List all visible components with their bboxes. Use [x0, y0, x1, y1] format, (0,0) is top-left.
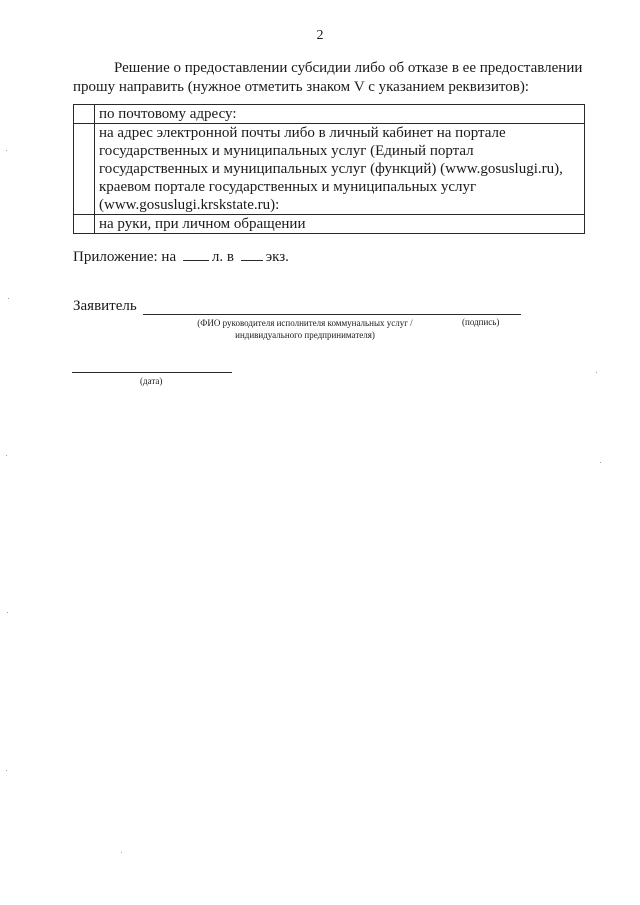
option-checkbox-postal[interactable]: [74, 105, 95, 124]
scan-speck: [6, 150, 7, 151]
applicant-name-caption: [160, 317, 450, 341]
scan-speck: [121, 852, 122, 853]
intro-line-1: Решение о предоставлении субсидии либо об отказе в ее предоставлении: [114, 60, 583, 76]
applicant-caption-line-1: (ФИО руководителя исполнителя коммунальных услуг /: [197, 318, 413, 328]
date-caption: (дата): [140, 376, 163, 386]
option-checkbox-electronic[interactable]: [74, 124, 95, 215]
option-label-electronic: на адрес электронной почты либо в личный кабинет на портале государственных и муниципальных услуг (Единый портал государственных и муниципальных услуг (функций) (www.gosuslugi.ru), краевом портале государственных и муниципальных услуг (www.gosuslugi.krskstate.ru):: [95, 124, 585, 215]
option-label-postal: по почтовому адресу:: [95, 105, 585, 124]
delivery-options-table: [73, 104, 585, 234]
scan-speck: [596, 372, 597, 373]
scan-speck: [6, 455, 7, 456]
option-checkbox-in-person[interactable]: [74, 215, 95, 234]
date-line[interactable]: [72, 372, 232, 373]
scan-speck: [600, 462, 601, 463]
signature-caption: (подпись): [462, 317, 500, 327]
copies-unit: экз.: [265, 249, 289, 265]
option-row-postal: [74, 105, 585, 124]
option-label-in-person: на руки, при личном обращении: [95, 215, 585, 234]
attachment-label: Приложение: на: [73, 249, 177, 265]
copies-count-field[interactable]: [241, 246, 263, 261]
option-row-in-person: [74, 215, 585, 234]
attachment-line: [73, 246, 289, 266]
page-number: 2: [316, 28, 324, 43]
applicant-signature-line[interactable]: [143, 314, 521, 315]
applicant-label: Заявитель: [73, 298, 137, 314]
intro-paragraph: [73, 59, 597, 97]
option-row-electronic: [74, 124, 585, 215]
scan-speck: [6, 770, 7, 771]
scan-speck: [7, 612, 8, 613]
intro-line-2: прошу направить (нужное отметить знаком V с указанием реквизитов):: [73, 79, 529, 95]
sheets-unit: л. в: [211, 249, 234, 265]
applicant-caption-line-2: индивидуального предпринимателя): [235, 330, 375, 340]
scan-speck: [8, 298, 9, 299]
sheets-count-field[interactable]: [183, 246, 209, 261]
